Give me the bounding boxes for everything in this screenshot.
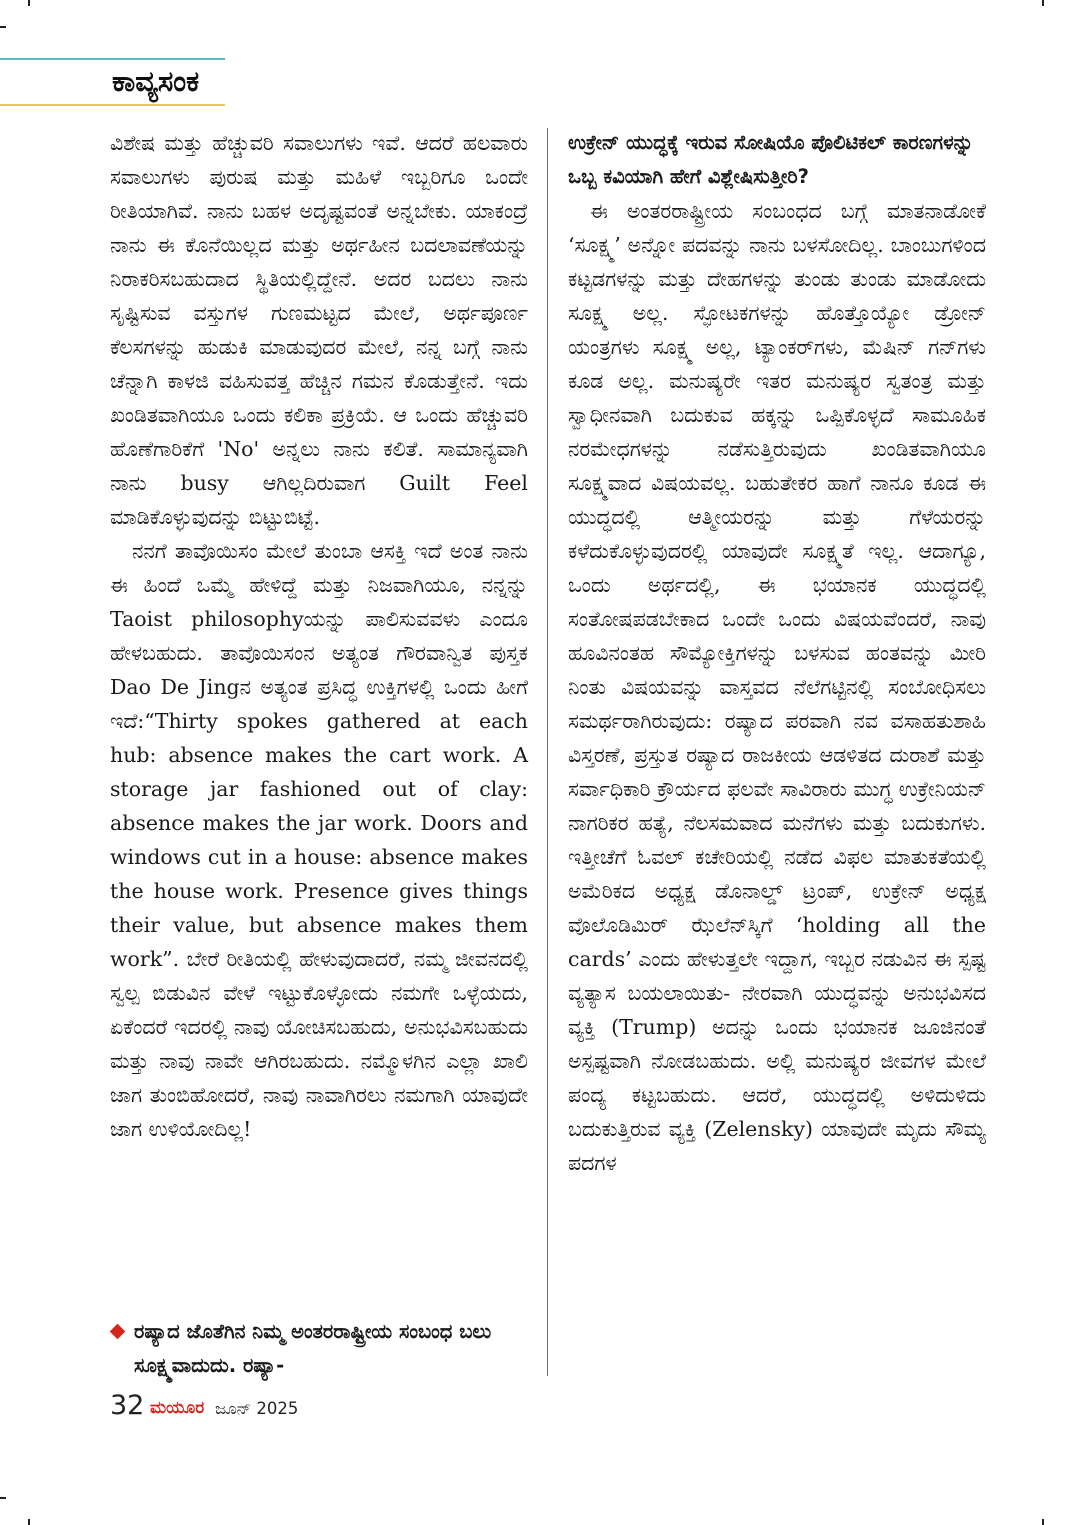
crop-mark — [0, 26, 6, 28]
section-header — [0, 58, 230, 110]
header-rule-top — [0, 58, 225, 60]
diamond-bullet-icon — [110, 1324, 126, 1340]
crop-mark — [28, 1519, 30, 1525]
magazine-logo: ಮಯೂರ — [150, 1398, 205, 1418]
question-text: ರಷ್ಯಾದ ಜೊತೆಗಿನ ನಿಮ್ಮ ಅಂತರರಾಷ್ಟ್ರೀಯ ಸಂಬಂಧ ಬಲು ಸೂಕ್ಷ್ಮವಾದುದು. ರಷ್ಯಾ- — [134, 1320, 492, 1377]
body-paragraph: ನನಗೆ ತಾವೊಯಿಸಂ ಮೇಲೆ ತುಂಬಾ ಆಸಕ್ತಿ ಇದೆ ಅಂತ ನಾನು ಈ ಹಿಂದೆ ಒಮ್ಮೆ ಹೇಳಿದ್ದೆ ಮತ್ತು ನಿಜವಾಗಿಯೂ, ನನ್ನನ್ನು Taoist philosophyಯನ್ನು ಪಾಲಿಸುವವಳು ಎಂದೂ ಹೇಳಬಹುದು. ತಾವೊಯಿಸಂನ ಅತ್ಯಂತ ಗೌರವಾನ್ವಿತ ಪುಸ್ತಕ Dao De Jingನ ಅತ್ಯಂತ ಪ್ರಸಿದ್ಧ ಉಕ್ತಿಗಳಲ್ಲಿ ಒಂದು ಹೀಗೆ ಇದೆ:“Thirty spokes gathered at each hub: absence makes the cart work. A storage jar fashioned out of clay: absence makes the jar work. Doors and windows cut in a house: absence makes the house work. Presence gives things their value, but absence makes them work”. ಬೇರೆ ರೀತಿಯಲ್ಲಿ ಹೇಳುವುದಾದರೆ, ನಮ್ಮ ಜೀವನದಲ್ಲಿ ಸ್ವಲ್ಪ ಬಿಡುವಿನ ವೇಳೆ ಇಟ್ಟುಕೊಳ್ಳೋದು ನಮಗೇ ಒಳ್ಳೆಯದು, ಏಕೆಂದರೆ ಇದರಲ್ಲಿ ನಾವು ಯೋಚಿಸಬಹುದು, ಅನುಭವಿಸಬಹುದು ಮತ್ತು ನಾವು ನಾವೇ ಆಗಿರಬಹುದು. ನಮ್ಮೊಳಗಿನ ಎಲ್ಲಾ ಖಾಲಿ ಜಾಗ ತುಂಬಿಹೋದರೆ, ನಾವು ನಾವಾಗಿರಲು ನಮಗಾಗಿ ಯಾವುದೇ ಜಾಗ ಉಳಿಯೋದಿಲ್ಲ! — [110, 539, 528, 1141]
body-paragraph: ವಿಶೇಷ ಮತ್ತು ಹೆಚ್ಚುವರಿ ಸವಾಲುಗಳು ಇವೆ. ಆದರೆ ಹಲವಾರು ಸವಾಲುಗಳು ಪುರುಷ ಮತ್ತು ಮಹಿಳೆ ಇಬ್ಬರಿಗೂ ಒಂದೇ ರೀತಿಯಾಗಿವೆ. ನಾನು ಬಹಳ ಅದೃಷ್ಟವಂತೆ ಅನ್ನಬೇಕು. ಯಾಕಂದ್ರೆ ನಾನು ಈ ಕೊನೆಯಿಲ್ಲದ ಮತ್ತು ಅರ್ಥಹೀನ ಬದಲಾವಣೆಯನ್ನು ನಿರಾಕರಿಸಬಹುದಾದ ಸ್ಥಿತಿಯಲ್ಲಿದ್ದೇನೆ. ಅದರ ಬದಲು ನಾನು ಸೃಷ್ಟಿಸುವ ವಸ್ತುಗಳ ಗುಣಮಟ್ಟದ ಮೇಲೆ, ಅರ್ಥಪೂರ್ಣ ಕೆಲಸಗಳನ್ನು ಹುಡುಕಿ ಮಾಡುವುದರ ಮೇಲೆ, ನನ್ನ ಬಗ್ಗೆ ನಾನು ಚೆನ್ನಾಗಿ ಕಾಳಜಿ ವಹಿಸುವತ್ತ ಹೆಚ್ಚಿನ ಗಮನ ಕೊಡುತ್ತೇನೆ. ಇದು ಖಂಡಿತವಾಗಿಯೂ ಒಂದು ಕಲಿಕಾ ಪ್ರಕ್ರಿಯೆ. ಆ ಒಂದು ಹೆಚ್ಚುವರಿ ಹೊಣೆಗಾರಿಕೆಗೆ 'No' ಅನ್ನಲು ನಾನು ಕಲಿತೆ. ಸಾಮಾನ್ಯವಾಗಿ ನಾನು busy ಆಗಿಲ್ಲದಿರುವಾಗ Guilt Feel ಮಾಡಿಕೊಳ್ಳುವುದನ್ನು ಬಿಟ್ಟುಬಿಟ್ಟೆ. — [110, 131, 528, 529]
interview-question — [110, 1315, 528, 1383]
crop-mark — [1042, 0, 1044, 6]
crop-mark — [1042, 1519, 1044, 1525]
crop-mark — [0, 1497, 6, 1499]
column-divider — [547, 128, 548, 1376]
left-column — [110, 126, 528, 1146]
header-rule-bottom — [0, 104, 225, 106]
page-number: 32 — [110, 1390, 145, 1421]
body-paragraph: ಈ ಅಂತರರಾಷ್ಟ್ರೀಯ ಸಂಬಂಧದ ಬಗ್ಗೆ ಮಾತನಾಡೋಕೆ ‘ಸೂಕ್ಷ್ಮ’ ಅನ್ನೋ ಪದವನ್ನು ನಾನು ಬಳಸೋದಿಲ್ಲ. ಬಾಂಬುಗಳಿಂದ ಕಟ್ಟಡಗಳನ್ನು ಮತ್ತು ದೇಹಗಳನ್ನು ತುಂಡು ತುಂಡು ಮಾಡೋದು ಸೂಕ್ಷ್ಮ ಅಲ್ಲ. ಸ್ಫೋಟಕಗಳನ್ನು ಹೊತ್ತೊಯ್ಯೋ ಡ್ರೋನ್ ಯಂತ್ರಗಳು ಸೂಕ್ಷ್ಮ ಅಲ್ಲ, ಟ್ಯಾಂಕರ್‌ಗಳು, ಮೆಷಿನ್ ಗನ್‌ಗಳು ಕೂಡ ಅಲ್ಲ. ಮನುಷ್ಯರೇ ಇತರ ಮನುಷ್ಯರ ಸ್ವತಂತ್ರ ಮತ್ತು ಸ್ವಾಧೀನವಾಗಿ ಬದುಕುವ ಹಕ್ಕನ್ನು ಒಪ್ಪಿಕೊಳ್ಳದೆ ಸಾಮೂಹಿಕ ನರಮೇಧಗಳನ್ನು ನಡೆಸುತ್ತಿರುವುದು ಖಂಡಿತವಾಗಿಯೂ ಸೂಕ್ಷ್ಮವಾದ ವಿಷಯವಲ್ಲ. ಬಹುತೇಕರ ಹಾಗೆ ನಾನೂ ಕೂಡ ಈ ಯುದ್ಧದಲ್ಲಿ ಆತ್ಮೀಯರನ್ನು ಮತ್ತು ಗೆಳೆಯರನ್ನು ಕಳೆದುಕೊಳ್ಳುವುದರಲ್ಲಿ ಯಾವುದೇ ಸೂಕ್ಷ್ಮತೆ ಇಲ್ಲ. ಆದಾಗ್ಯೂ, ಒಂದು ಅರ್ಥದಲ್ಲಿ, ಈ ಭಯಾನಕ ಯುದ್ಧದಲ್ಲಿ ಸಂತೋಷಪಡಬೇಕಾದ ಒಂದೇ ಒಂದು ವಿಷಯವೆಂದರೆ, ನಾವು ಹೂವಿನಂತಹ ಸೌಮ್ಯೋಕ್ತಿಗಳನ್ನು ಬಳಸುವ ಹಂತವನ್ನು ಮೀರಿ ನಿಂತು ವಿಷಯವನ್ನು ವಾಸ್ತವದ ನೆಲೆಗಟ್ಟಿನಲ್ಲಿ ಸಂಬೋಧಿಸಲು ಸಮರ್ಥರಾಗಿರುವುದು: ರಷ್ಯಾದ ಪರವಾಗಿ ನವ ವಸಾಹತುಶಾಹಿ ವಿಸ್ತರಣೆ, ಪ್ರಸ್ತುತ ರಷ್ಯಾದ ರಾಜಕೀಯ ಆಡಳಿತದ ದುರಾಶೆ ಮತ್ತು ಸರ್ವಾಧಿಕಾರಿ ಕ್ರೌರ್ಯದ ಫಲವೇ ಸಾವಿರಾರು ಮುಗ್ಧ ಉಕ್ರೇನಿಯನ್ ನಾಗರಿಕರ ಹತ್ಯೆ, ನೆಲಸಮವಾದ ಮನೆಗಳು ಮತ್ತು ಬದುಕುಗಳು. ಇತ್ತೀಚೆಗೆ ಓವಲ್ ಕಚೇರಿಯಲ್ಲಿ ನಡೆದ ವಿಫಲ ಮಾತುಕತೆಯಲ್ಲಿ ಅಮೆರಿಕದ ಅಧ್ಯಕ್ಷ ಡೊನಾಲ್ಡ್ ಟ್ರಂಪ್, ಉಕ್ರೇನ್ ಅಧ್ಯಕ್ಷ ವೊಲೊಡಿಮಿರ್ ಝೆಲೆನ್‌ಸ್ಕಿಗೆ ‘holding all the cards’ ಎಂದು ಹೇಳುತ್ತಲೇ ಇದ್ದಾಗ, ಇಬ್ಬರ ನಡುವಿನ ಈ ಸ್ಪಷ್ಟ ವ್ಯತ್ಯಾಸ ಬಯಲಾಯಿತು- ನೇರವಾಗಿ ಯುದ್ಧವನ್ನು ಅನುಭವಿಸದ ವ್ಯಕ್ತಿ (Trump) ಅದನ್ನು ಒಂದು ಭಯಾನಕ ಜೂಜಿನಂತೆ ಅಸ್ಪಷ್ಟವಾಗಿ ನೋಡಬಹುದು. ಅಲ್ಲಿ ಮನುಷ್ಯರ ಜೀವಗಳ ಮೇಲೆ ಪಂದ್ಯ ಕಟ್ಟಬಹುದು. ಆದರೆ, ಯುದ್ಧದಲ್ಲಿ ಅಳಿದುಳಿದು ಬದುಕುತ್ತಿರುವ ವ್ಯಕ್ತಿ (Zelensky) ಯಾವುದೇ ಮೃದು ಸೌಮ್ಯ ಪದಗಳ — [568, 199, 986, 1175]
right-column — [568, 126, 986, 1180]
question-text: ಉಕ್ರೇನ್ ಯುದ್ಧಕ್ಕೆ ಇರುವ ಸೋಷಿಯೊ ಪೊಲಿಟಿಕಲ್ ಕಾರಣಗಳನ್ನು ಒಬ್ಬ ಕವಿಯಾಗಿ ಹೇಗೆ ವಿಶ್ಲೇಷಿಸುತ್ತೀರಿ? — [568, 131, 974, 188]
section-title: ಕಾವ್ಯಸಂಕ — [112, 64, 200, 98]
issue-date: ಜೂನ್ 2025 — [215, 1399, 299, 1418]
crop-mark — [28, 0, 30, 6]
